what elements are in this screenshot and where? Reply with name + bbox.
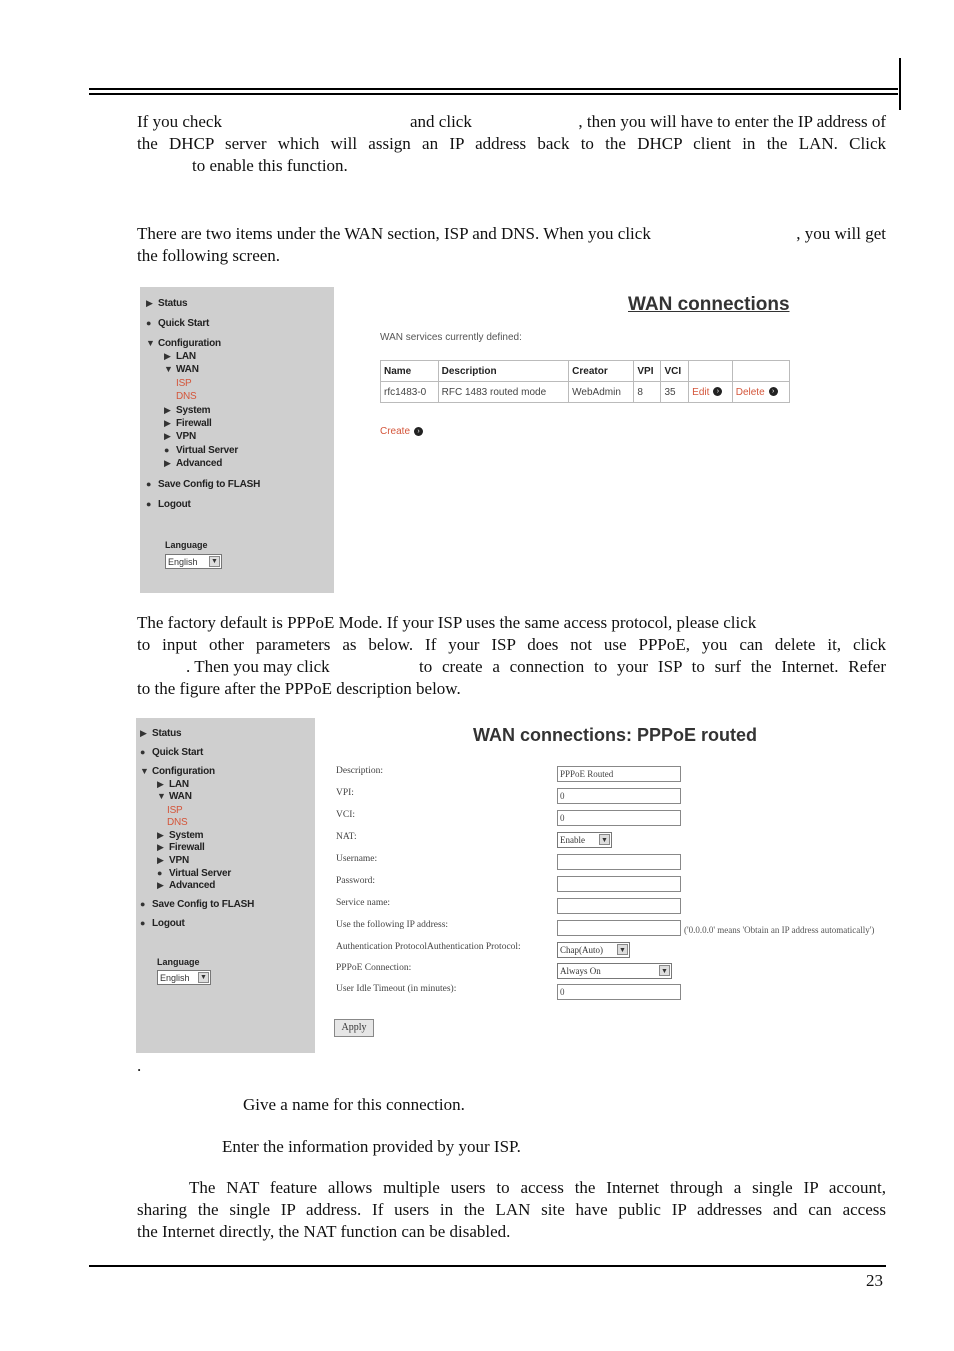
nav-quick-start[interactable]: ● Quick Start	[146, 318, 210, 329]
p1-text-c: , then you will have to enter the IP address of	[578, 112, 886, 131]
arrow-right-icon: ▶	[164, 405, 171, 415]
p3-text-line2: to input other parameters as below. If your ISP does not use PPPoE, you can delete it, click	[137, 635, 886, 654]
p1-text-b: and click	[410, 112, 472, 131]
nav-virtual-server[interactable]: ● Virtual Server	[164, 445, 239, 456]
use-ip-input[interactable]	[557, 920, 681, 936]
p1-text-line3: to enable this function.	[192, 156, 348, 175]
p2-line1	[137, 223, 651, 245]
arrow-right-icon: ▶	[164, 351, 171, 361]
nat-select[interactable]: Enable ▼	[557, 832, 612, 848]
cell-description: RFC 1483 routed mode	[438, 382, 569, 403]
vci-label: VCI:	[336, 810, 355, 820]
nav-quick-start[interactable]: ● Quick Start	[140, 747, 204, 758]
delete-link[interactable]: Delete ›	[732, 382, 789, 403]
nav-save-config[interactable]: ● Save Config to FLASH	[140, 899, 255, 910]
nav-system[interactable]: ▶ System	[164, 405, 211, 416]
col-vci: VCI	[661, 361, 689, 382]
arrow-right-icon: ▶	[157, 830, 164, 840]
nav-isp[interactable]: ISP	[176, 378, 192, 389]
service-name-label: Service name:	[336, 898, 391, 908]
p1-text-a: If you check	[137, 112, 222, 131]
nat-line1	[189, 1177, 886, 1199]
page-title: WAN connections	[628, 294, 790, 315]
nat-line3	[137, 1221, 510, 1243]
nav-vpn[interactable]: ▶ VPN	[164, 431, 196, 442]
username-input[interactable]	[557, 854, 681, 870]
password-input[interactable]	[557, 876, 681, 892]
header-vertical-bar	[899, 58, 901, 110]
nav-advanced[interactable]: ▶ Advanced	[157, 880, 216, 891]
col-delete-blank	[732, 361, 789, 382]
p3-text-line3-a: . Then you may click	[186, 657, 330, 676]
arrow-down-icon: ▼	[140, 766, 149, 776]
p2-line2	[137, 245, 280, 267]
circle-icon: ●	[140, 918, 146, 928]
create-link[interactable]: Create ›	[380, 426, 423, 437]
nav-system[interactable]: ▶ System	[157, 830, 204, 841]
cell-vci: 35	[661, 382, 689, 403]
table-row	[381, 382, 790, 403]
nav-wan[interactable]: ▼ WAN	[164, 364, 199, 375]
nav-save-config[interactable]: ● Save Config to FLASH	[146, 479, 261, 490]
header-rule-top	[89, 88, 898, 90]
chevron-down-icon: ▼	[209, 556, 220, 567]
nav-lan[interactable]: ▶ LAN	[164, 351, 196, 362]
p1-text-line2: the DHCP server which will assign an IP address back to the DHCP client in the LAN. Click	[137, 134, 886, 153]
arrow-right-icon: ▶	[164, 458, 171, 468]
nav-dns[interactable]: DNS	[176, 391, 197, 402]
services-subtitle: WAN services currently defined:	[380, 332, 522, 343]
p3-line2	[137, 634, 886, 656]
circle-icon: ●	[146, 479, 152, 489]
wan-connections-screenshot	[140, 287, 937, 593]
nav-status[interactable]: ▶ Status	[140, 728, 182, 739]
p3-line4	[137, 678, 461, 700]
page-number: 23	[866, 1271, 883, 1290]
service-name-input[interactable]	[557, 898, 681, 914]
page-title: WAN connections: PPPoE routed	[473, 725, 758, 745]
description-input[interactable]: PPPoE Routed	[557, 766, 681, 782]
edit-link[interactable]: Edit ›	[689, 382, 733, 403]
arrow-right-icon: ▶	[164, 431, 171, 441]
nav-firewall[interactable]: ▶ Firewall	[157, 842, 205, 853]
arrow-right-icon: ▶	[157, 779, 164, 789]
p1-line1	[137, 111, 222, 133]
nav-firewall[interactable]: ▶ Firewall	[164, 418, 212, 429]
cell-vpi: 8	[634, 382, 661, 403]
p3-line3-b	[419, 656, 886, 678]
p3-text-line1: The factory default is PPPoE Mode. If your ISP uses the same access protocol, please click	[137, 613, 757, 632]
arrow-right-icon: ▶	[157, 855, 164, 865]
header-rule-bottom	[89, 93, 898, 95]
nav-dns[interactable]: DNS	[167, 817, 188, 828]
pppoe-screenshot	[136, 718, 932, 1053]
p1-line1-c	[526, 111, 886, 133]
vpi-vci-explanation: Enter the information provided by your ISP.	[222, 1137, 521, 1156]
arrow-down-icon: ▼	[164, 364, 173, 374]
nav-vpn[interactable]: ▶ VPN	[157, 855, 189, 866]
circle-icon: ●	[140, 899, 146, 909]
p1-line1-b	[410, 111, 472, 133]
p3-line3-a	[186, 656, 330, 678]
use-ip-label: Use the following IP address:	[336, 920, 449, 930]
wan-table	[380, 360, 790, 403]
nav-status[interactable]: ▶ Status	[146, 298, 188, 309]
p1-line2	[137, 133, 886, 155]
nav-configuration[interactable]: ▼ Configuration	[146, 338, 221, 349]
username-label: Username:	[336, 854, 378, 864]
arrow-right-icon: ▶	[140, 728, 147, 738]
password-label: Password:	[336, 876, 376, 886]
col-creator: Creator	[569, 361, 634, 382]
pppoe-connection-select[interactable]: Always On ▼	[557, 963, 672, 979]
arrow-right-icon: ▶	[157, 880, 164, 890]
nav-advanced[interactable]: ▶ Advanced	[164, 458, 223, 469]
col-vpi: VPI	[634, 361, 661, 382]
vci-input[interactable]: 0	[557, 810, 681, 826]
chevron-down-icon: ▼	[198, 972, 209, 983]
nav-configuration[interactable]: ▼ Configuration	[140, 766, 215, 777]
nav-lan[interactable]: ▶ LAN	[157, 779, 189, 790]
table-header	[381, 361, 790, 382]
arrow-right-icon: ▶	[157, 842, 164, 852]
arrow-circle-icon: ›	[414, 427, 423, 436]
idle-timeout-label: User Idle Timeout (in minutes):	[336, 984, 457, 994]
ip-hint: ('0.0.0.0' means 'Obtain an IP address automatically')	[684, 925, 875, 935]
period: .	[137, 1056, 142, 1075]
nat-text-line3: the Internet directly, the NAT function can be disabled.	[137, 1222, 511, 1241]
p3-text-line4: to the figure after the PPPoE description below.	[137, 679, 461, 698]
chevron-down-icon: ▼	[599, 834, 610, 845]
nav-logout[interactable]: ● Logout	[140, 918, 185, 929]
cell-creator: WebAdmin	[569, 382, 634, 403]
nav-logout[interactable]: ● Logout	[146, 499, 191, 510]
idle-timeout-input[interactable]: 0	[557, 984, 681, 1000]
auth-select[interactable]: Chap(Auto) ▼	[557, 942, 630, 958]
p2-line1-b	[780, 223, 886, 245]
col-name: Name	[381, 361, 439, 382]
arrow-right-icon: ▶	[164, 418, 171, 428]
circle-icon: ●	[146, 318, 152, 328]
chevron-down-icon: ▼	[659, 965, 670, 976]
arrow-circle-icon: ›	[713, 387, 722, 396]
nav-wan[interactable]: ▼ WAN	[157, 791, 192, 802]
nat-text-line2: sharing the single IP address. If users in the LAN site have public IP addresses and can access	[137, 1200, 886, 1219]
auth-label: Authentication ProtocolAuthentication Protocol:	[336, 942, 521, 952]
vpi-label: VPI:	[336, 788, 354, 798]
col-edit-blank	[689, 361, 733, 382]
cell-name: rfc1483-0	[381, 382, 439, 403]
language-select[interactable]: English ▼	[157, 970, 211, 985]
arrow-right-icon: ▶	[146, 298, 153, 308]
nat-text-line1: The NAT feature allows multiple users to access the Internet through a single IP account,	[189, 1178, 886, 1197]
p2-text-a: There are two items under the WAN section, ISP and DNS. When you click	[137, 224, 651, 243]
circle-icon: ●	[146, 499, 152, 509]
p2-text-b: , you will get	[796, 224, 886, 243]
pppoe-connection-label: PPPoE Connection:	[336, 963, 412, 973]
p2-text-line2: the following screen.	[137, 246, 281, 265]
nav-isp[interactable]: ISP	[167, 805, 183, 816]
nav-virtual-server[interactable]: ● Virtual Server	[157, 868, 232, 879]
arrow-down-icon: ▼	[146, 338, 155, 348]
description-explanation: Give a name for this connection.	[243, 1095, 465, 1114]
language-select[interactable]: English ▼	[165, 554, 222, 569]
circle-icon: ●	[164, 445, 170, 455]
chevron-down-icon: ▼	[617, 944, 628, 955]
footer-rule	[89, 1265, 886, 1267]
circle-icon: ●	[157, 868, 163, 878]
language-label: Language	[157, 957, 200, 967]
p1-line3	[192, 155, 348, 177]
col-description: Description	[438, 361, 569, 382]
p3-text-line3-b: to create a connection to your ISP to surf the Internet. Refer	[419, 657, 886, 676]
circle-icon: ●	[140, 747, 146, 757]
apply-button[interactable]: Apply	[334, 1019, 374, 1037]
nat-label: NAT:	[336, 832, 357, 842]
nat-line2	[137, 1199, 886, 1221]
vpi-input[interactable]: 0	[557, 788, 681, 804]
language-label: Language	[165, 540, 208, 550]
arrow-circle-icon: ›	[769, 387, 778, 396]
arrow-down-icon: ▼	[157, 791, 166, 801]
description-label: Description:	[336, 766, 383, 776]
p3-line1	[137, 612, 756, 634]
